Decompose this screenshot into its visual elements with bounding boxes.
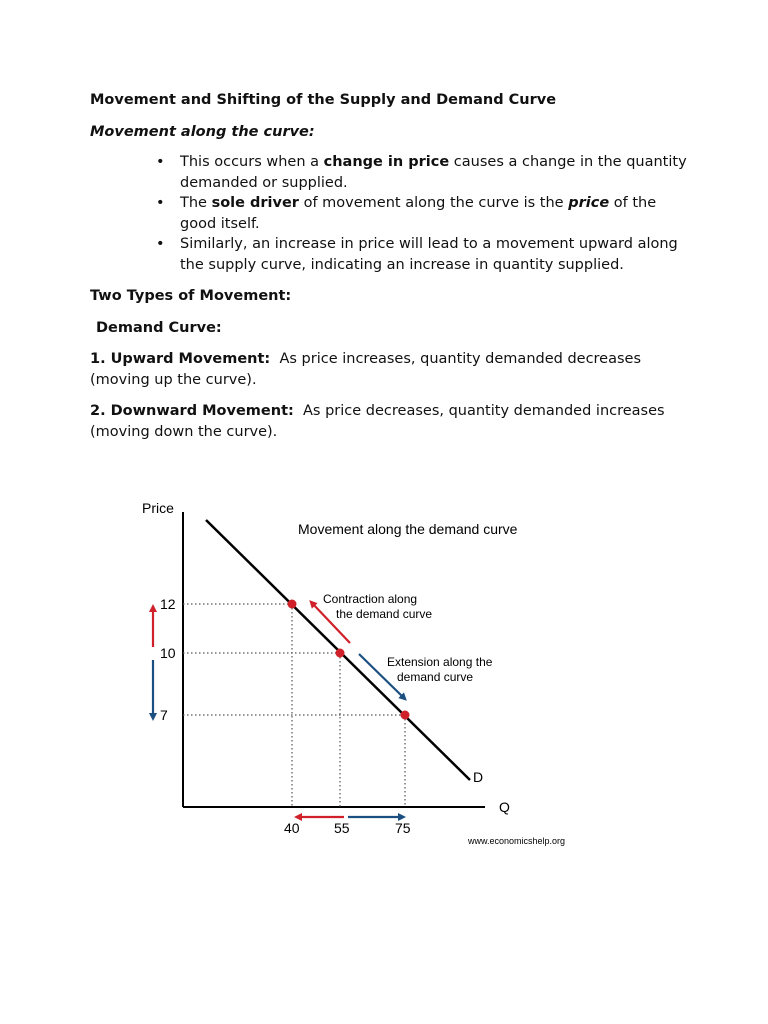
data-point — [401, 711, 410, 720]
downward-movement-label: 2. Downward Movement: — [90, 403, 294, 419]
section-heading-demand-curve: Demand Curve: — [96, 319, 222, 336]
bullet-text-segment: The — [180, 195, 212, 211]
bullet-list — [90, 152, 690, 275]
extension-label-line2: demand curve — [397, 670, 474, 684]
bullet-dot-icon: • — [156, 236, 165, 252]
bullet-text-segment: sole driver — [211, 195, 299, 211]
x-tick-label: 55 — [334, 820, 350, 836]
bullet-text-segment: causes a change in the quantity demanded or supplied. — [180, 154, 687, 191]
bullet-text-segment: price — [568, 195, 610, 211]
chart-title: Movement along the demand curve — [298, 521, 518, 537]
bullet-text-segment: of the good itself. — [180, 195, 657, 232]
bullet-text-segment: of movement along the curve is the — [298, 195, 569, 211]
x-tick-label: 40 — [284, 820, 300, 836]
y-tick-label: 7 — [160, 707, 168, 723]
document-body — [90, 90, 690, 453]
x-tick-label: 75 — [395, 820, 411, 836]
demand-curve-chart — [140, 492, 580, 852]
y-tick-label: 12 — [160, 596, 176, 612]
bullet-item — [156, 234, 690, 275]
downward-movement-text: As price decreases, quantity demanded increases (moving down the curve). — [90, 403, 665, 440]
bullet-text-segment: change in price — [323, 154, 450, 170]
contraction-label-line2: the demand curve — [336, 607, 433, 621]
bullet-item — [156, 193, 690, 234]
source-label: www.economicshelp.org — [468, 836, 566, 846]
curve-label: D — [473, 769, 484, 785]
bullet-item — [156, 152, 690, 193]
extension-label-line1: Extension along the — [387, 655, 493, 669]
contraction-label-line1: Contraction along — [323, 592, 418, 606]
y-tick-label: 10 — [160, 645, 176, 661]
data-point — [288, 600, 297, 609]
bullet-text-segment: This occurs when a — [180, 154, 324, 170]
bullet-text-segment: Similarly, an increase in price will lead to a movement upward along the supply curve, indicating an increase in quantity supplied. — [180, 236, 678, 273]
upward-movement-paragraph — [90, 349, 690, 390]
section-heading-movement: Movement along the curve: — [90, 123, 315, 140]
y-axis-label: Price — [142, 500, 174, 516]
bullet-dot-icon: • — [156, 154, 165, 170]
x-axis-label: Q — [499, 799, 510, 815]
upward-movement-text: As price increases, quantity demanded decreases (moving up the curve). — [90, 351, 642, 388]
data-point — [336, 649, 345, 658]
bullet-dot-icon: • — [156, 195, 165, 211]
downward-movement-paragraph — [90, 401, 690, 442]
upward-movement-label: 1. Upward Movement: — [90, 351, 271, 367]
doc-title: Movement and Shifting of the Supply and Demand Curve — [90, 92, 557, 108]
section-heading-two-types: Two Types of Movement: — [90, 288, 292, 304]
